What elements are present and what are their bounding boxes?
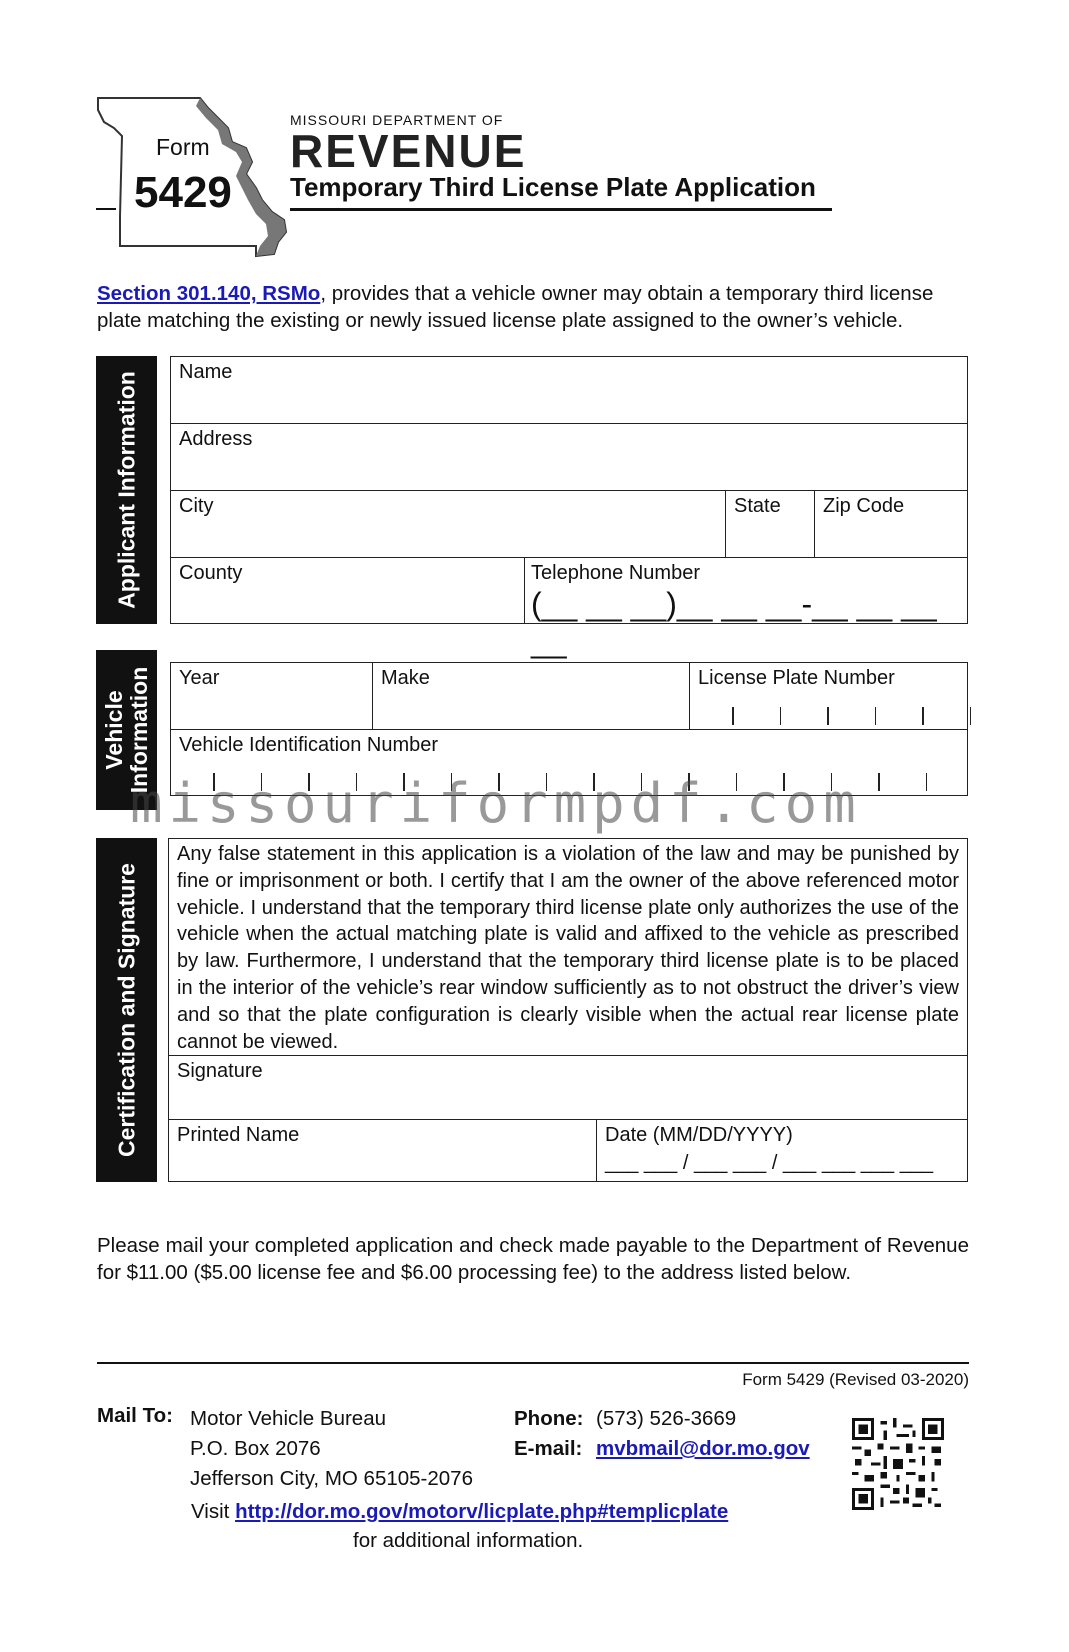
email-label: E-mail: <box>514 1437 583 1460</box>
intro-text: , provides that a vehicle owner may obtain a temporary third license plate matching the existing or newly issued license plate assigned to the owner’s vehicle. <box>97 282 934 332</box>
visit-line <box>191 1500 728 1524</box>
applicant-tab <box>96 356 157 624</box>
dash-mark <box>96 208 116 210</box>
vehicle-tab-line2: Information <box>125 666 152 794</box>
mail-to-label: Mail To: <box>97 1404 173 1427</box>
telephone-label: Telephone Number <box>531 562 700 584</box>
visit-label: Visit <box>191 1500 230 1523</box>
tick <box>926 773 928 791</box>
city-field[interactable] <box>171 491 726 558</box>
signature-field[interactable] <box>169 1056 967 1120</box>
county-label: County <box>179 562 243 584</box>
form-title: Temporary Third License Plate Application <box>290 172 816 202</box>
telephone-field[interactable] <box>525 558 967 659</box>
phone-number: (573) 526-3669 <box>596 1407 737 1430</box>
tick <box>780 707 782 725</box>
year-label: Year <box>179 667 220 689</box>
printed-name-label: Printed Name <box>177 1124 300 1146</box>
certification-statement-box <box>169 839 967 1056</box>
email-link[interactable]: mvbmail@dor.mo.gov <box>596 1437 810 1460</box>
name-label: Name <box>179 361 233 383</box>
zip-label: Zip Code <box>823 495 905 517</box>
county-field[interactable] <box>171 558 525 623</box>
tick <box>875 707 877 725</box>
address-line-3: Jefferson City, MO 65105-2076 <box>190 1467 473 1490</box>
mail-instructions: Please mail your completed application and check made payable to the Department of Revenue for $11.00 ($5.00 license fee and $6.00 processing fee) to the address listed below. <box>97 1234 969 1284</box>
qr-code-icon[interactable] <box>852 1418 944 1510</box>
certification-tab <box>96 838 157 1182</box>
phone-row <box>514 1404 810 1434</box>
tick <box>970 707 972 725</box>
address-label: Address <box>179 428 253 450</box>
tick <box>922 707 924 725</box>
telephone-template: (__ __ __)__ __ __-__ __ __ __ <box>531 586 937 659</box>
plate-field[interactable] <box>690 663 967 730</box>
date-field[interactable] <box>597 1120 967 1181</box>
applicant-section <box>170 356 968 659</box>
certification-section <box>168 838 968 1182</box>
form-label: Form <box>156 134 210 160</box>
plate-character-boxes <box>732 707 971 725</box>
printed-name-field[interactable] <box>169 1120 597 1181</box>
mailing-address <box>190 1404 473 1494</box>
signature-label: Signature <box>177 1060 263 1082</box>
address-field[interactable] <box>171 424 967 491</box>
info-url-link[interactable]: http://dor.mo.gov/motorv/licplate.php#templicplate <box>235 1500 729 1523</box>
title-rule <box>290 208 832 211</box>
certification-statement: Any false statement in this application is a violation of the law and may be punished by fine or imprisonment or both. I certify that I am the owner of the above referenced motor vehicle. I understand that the temporary third license plate only authorizes the use of the vehicle when the actual matching plate is valid and affixed to the vehicle as prescribed by law. Furthermore, I understand that the temporary third license plate is to be placed in the interior of the vehicle’s rear window sufficiently as to not obstruct the driver’s view and so that the plate configuration is clearly visible when the actual rear license plate cannot be viewed. <box>177 843 959 1053</box>
make-label: Make <box>381 667 430 689</box>
department-name: MISSOURI DEPARTMENT OF <box>290 112 504 128</box>
year-field[interactable] <box>171 663 373 730</box>
zip-field[interactable] <box>815 491 967 558</box>
tick <box>878 773 880 791</box>
tick <box>732 707 734 725</box>
vin-label: Vehicle Identification Number <box>179 734 439 756</box>
tick <box>827 707 829 725</box>
email-row <box>514 1434 810 1464</box>
plate-label: License Plate Number <box>698 667 895 689</box>
date-template: ___ ___ / ___ ___ / ___ ___ ___ ___ <box>605 1152 934 1174</box>
form-revision: Form 5429 (Revised 03-2020) <box>742 1370 969 1389</box>
city-label: City <box>179 495 214 517</box>
certification-tab-label: Certification and Signature <box>113 863 139 1157</box>
make-field[interactable] <box>373 663 690 730</box>
state-field[interactable] <box>726 491 815 558</box>
vehicle-tab-line1: Vehicle <box>100 690 127 770</box>
address-line-2: P.O. Box 2076 <box>190 1437 321 1460</box>
state-label: State <box>734 495 781 517</box>
phone-label: Phone: <box>514 1407 584 1430</box>
address-line-1: Motor Vehicle Bureau <box>190 1407 387 1430</box>
applicant-tab-label: Applicant Information <box>113 371 139 609</box>
footer-rule <box>97 1362 969 1364</box>
form-number: 5429 <box>134 168 232 217</box>
revenue-logo: REVENUE <box>290 125 527 177</box>
intro-paragraph <box>97 280 977 334</box>
date-label: Date (MM/DD/YYYY) <box>605 1124 793 1146</box>
name-field[interactable] <box>171 357 967 424</box>
contact-info <box>514 1404 810 1464</box>
watermark: missouriformpdf.com <box>130 772 862 835</box>
additional-info-text: for additional information. <box>353 1529 584 1552</box>
statute-link[interactable]: Section 301.140, RSMo <box>97 282 321 305</box>
